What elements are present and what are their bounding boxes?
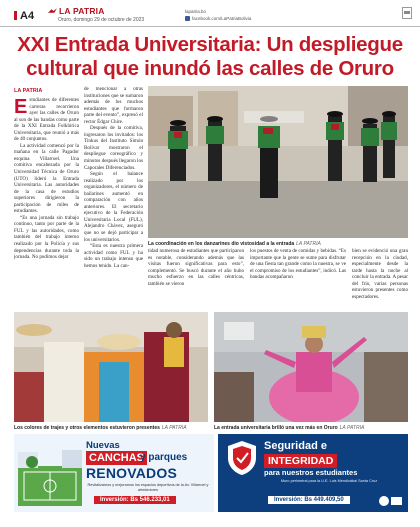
photo-dancer-pink (214, 312, 408, 422)
page-number-mark (14, 11, 17, 20)
article-column-3 (148, 248, 244, 312)
facebook-text: facebook.com/LaPatriaBolivia (192, 16, 252, 21)
logo-text: LA PATRIA (59, 6, 105, 16)
logo-bird-icon (48, 8, 57, 14)
article-column-1 (14, 97, 79, 314)
ad-right-investment: Inversión: Bs 449.409,50 (268, 496, 350, 504)
ad-left-line2-highlight: CANCHAS (86, 451, 147, 465)
ad-right-line3: para nuestros estudiantes (264, 468, 358, 477)
caption-text: La coordinación en los danzarines dio vistosidad a la entrada (148, 241, 295, 247)
ad-right-line1: Seguridad e (264, 440, 327, 452)
ad-left-investment: Inversión: Bs 546.233,01 (94, 496, 176, 504)
ad-right-subtext: Muro perimetral para la U.E. Luis Mendizábal Santa Cruz (280, 479, 378, 483)
caption-text: La entrada universitaria brilló una vez más en Oruro (214, 425, 338, 431)
ad-left-line2: y parques (140, 452, 188, 463)
ad-canchas[interactable] (14, 434, 214, 512)
paragraph: los puestos de venta de comidas y bebidas. “Es importante que la gente se sume para disfrutar de una fiesta tan grande como la nuestra, se ve el compromiso de los estudiantes”, indicó. Las bandas acompañaron (250, 248, 346, 281)
photo-credit: LA PATRIA (339, 425, 365, 431)
paragraph: de mencionar a otras instituciones que se sumaron además de los muchos estudiantes que formaron parte del evento”, expresó el rector Édgar Chire. (84, 86, 143, 125)
main-photo-caption (148, 241, 321, 247)
photo-credit: LA PATRIA (296, 241, 321, 247)
paragraph: “Es una jornada sin trabajo continuo, tanto por parte de la FUL y las autoridades, como también del trabajo interno realizado por la Policía y sus dependencias durante toda la jornada. No pudimos dejar (14, 214, 79, 261)
section-label: LA PATRIA (14, 88, 43, 94)
main-photo-dancers (148, 86, 408, 238)
left-photo-caption (14, 425, 187, 431)
shield-icon (226, 440, 258, 476)
photo-costumes (14, 312, 208, 422)
ad-seguridad[interactable] (218, 434, 408, 512)
paragraph: bien se evidenció una gran recepción en la ciudad, especialmente desde la tarde hasta la noche al concluir la entrada. A pesar del frío, varias personas estuvieron presentes como espectadores. (352, 248, 408, 300)
photo-credit: LA PATRIA (161, 425, 187, 431)
dateline: Oruro, domingo 29 de octubre de 2023 (58, 17, 145, 23)
article-headline: XXI Entrada Universitaria: Un despliegue cultural que inundó las calles de Oruro (17, 33, 403, 80)
paragraph-text: studiantes de diferentes carreras recorrieron ayer las calles de Oruro al son de las bandas como parte de la XXI Entrada Folklórica Universitaria, que reunió a más de 40 conjuntos. (14, 97, 79, 143)
paragraph (14, 97, 79, 143)
page-header (0, 0, 420, 27)
advertisement-band (14, 434, 408, 512)
paragraph: Según el balance realizado por los organizadores, el número de bailarines aumentó en comparación con años anteriores. El secretario ejecutivo de la Federación Universitaria Local (FUL), Alejandro Chávez, aseguró que no se dejó participar a los universitarios. (84, 171, 143, 243)
corner-icon (402, 7, 412, 19)
newspaper-logo (48, 6, 105, 16)
facebook-icon (185, 16, 190, 21)
article-column-5 (352, 248, 408, 312)
website-link[interactable]: lapatria.bo (185, 9, 207, 14)
paragraph: La actividad comenzó por la mañana en la calle Pagador esquina Villarroel. Una comitiva encabezada por la Universidad Técnica de Oruro (UTO) lideró la Entrada Universitaria. Las autoridades de la casa de estudios superiores dirigieron la participación de miles de estudiantes. (14, 142, 79, 215)
ad-left-line3: RENOVADOS (86, 465, 177, 481)
article-column-4 (250, 248, 346, 312)
page-number (14, 10, 34, 22)
paragraph: tidad numerosa de estudiantes que participaron es notable, considerando además que las visitas fueron significativas para esto”, complementó. Se buscó durante el año hubo mucho esfuerzo en las calles céntricas, también se vieron (148, 248, 244, 287)
paragraph: “Esta es nuestra primera actividad como FUL y ha sido un trabajo intenso que hemos tenido. La can- (84, 243, 143, 269)
sponsor-logos-icon (378, 494, 404, 508)
drop-cap: E (14, 97, 28, 118)
ad-left-subtext: Revitalizamos y mejoramos los espacios deportivos de la Av. Villarroel y alrededores (87, 483, 209, 492)
paragraph: Después de la comitiva, ingresaron los invitados: los Tinkus del Instituto Simón Bolívar mostraron el despliegue coreográfico y minutos después llegaron los Caporales Diferenciados. (84, 125, 143, 171)
sports-field-illustration (18, 444, 82, 506)
ad-left-line1: Nuevas (86, 440, 120, 451)
page-number-text: A4 (20, 10, 35, 22)
social-links (185, 8, 251, 22)
ad-right-line2: INTEGRIDAD (264, 454, 337, 468)
right-photo-caption (214, 425, 364, 431)
facebook-link[interactable] (185, 15, 251, 22)
caption-text: Los colores de trajes y otros elementos estuvieron presentes (14, 425, 160, 431)
article-column-2 (84, 86, 143, 314)
